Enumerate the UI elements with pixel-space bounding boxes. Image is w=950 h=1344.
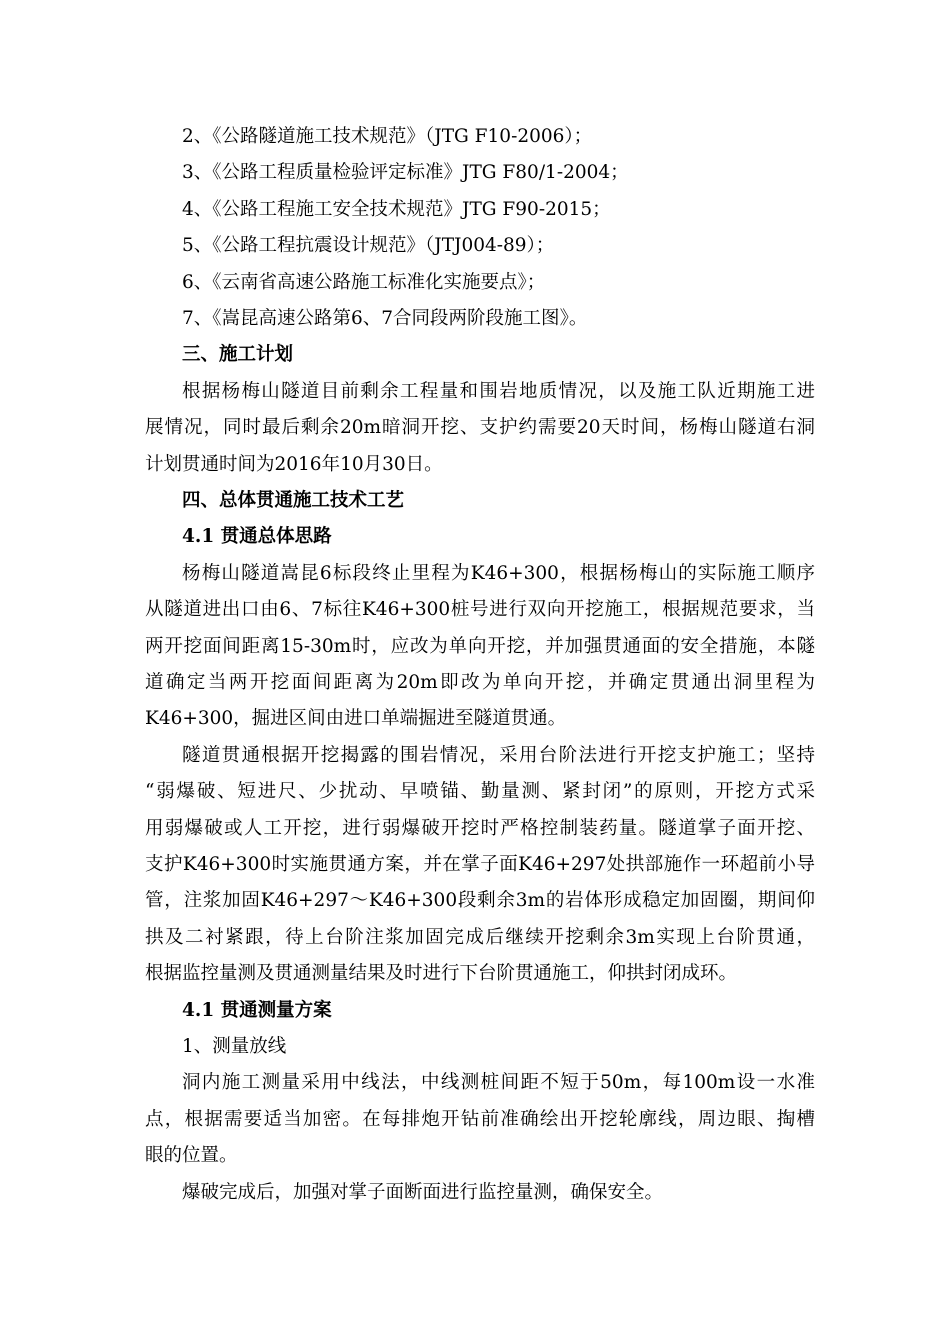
paragraph-line: 4、《公路工程施工安全技术规范》JTG F90-2015； <box>182 198 611 220</box>
section-heading: 4.1 贯通总体思路 <box>182 526 332 548</box>
paragraph-line: 拱及二衬紧跟，待上台阶注浆加固完成后继续开挖剩余3m实现上台阶贯通， <box>145 926 815 948</box>
paragraph-line: 5、《公路工程抗震设计规范》（JTJ004-89）； <box>182 235 555 257</box>
paragraph-line: 3、《公路工程质量检验评定标准》JTG F80/1-2004； <box>182 162 629 184</box>
section-heading: 4.1 贯通测量方案 <box>182 999 332 1021</box>
paragraph-line: 眼的位置。 <box>145 1145 238 1167</box>
paragraph-line: 用弱爆破或人工开挖，进行弱爆破开挖时严格控制装药量。隧道掌子面开挖、 <box>145 817 815 839</box>
paragraph-line: 隧道贯通根据开挖揭露的围岩情况，采用台阶法进行开挖支护施工；坚持 <box>182 744 815 766</box>
paragraph-line: 点，根据需要适当加密。在每排炮开钻前准确绘出开挖轮廓线，周边眼、掏槽 <box>145 1108 815 1130</box>
paragraph-line: 7、《嵩昆高速公路第6、7合同段两阶段施工图》。 <box>182 308 588 329</box>
paragraph-line: “弱爆破、短进尺、少扰动、早喷锚、勤量测、紧封闭”的原则，开挖方式采 <box>145 781 815 803</box>
paragraph-line: K46+300，掘进区间由进口单端掘进至隧道贯通。 <box>145 708 567 730</box>
paragraph-line: 支护K46+300时实施贯通方案，并在掌子面K46+297处拱部施作一环超前小导 <box>145 854 815 875</box>
paragraph-line: 洞内施工测量采用中线法，中线测桩间距不短于50m，每100m设一水准 <box>182 1072 815 1094</box>
paragraph-line: 计划贯通时间为2016年10月30日。 <box>145 453 443 475</box>
paragraph-line: 根据杨梅山隧道目前剩余工程量和围岩地质情况，以及施工队近期施工进 <box>182 380 815 402</box>
paragraph-line: 管，注浆加固K46+297～K46+300段剩余3m的岩体形成稳定加固圈，期间仰 <box>145 890 815 912</box>
paragraph-line: 2、《公路隧道施工技术规范》（JTG F10-2006）； <box>182 126 593 147</box>
paragraph-line: 展情况，同时最后剩余20m暗洞开挖、支护约需要20天时间，杨梅山隧道右洞 <box>145 417 815 439</box>
paragraph-line: 1、测量放线 <box>182 1036 287 1057</box>
paragraph-line: 6、《云南省高速公路施工标准化实施要点》； <box>182 271 546 293</box>
paragraph-line: 两开挖面间距离15-30m时，应改为单向开挖，并加强贯通面的安全措施，本隧 <box>145 635 815 657</box>
paragraph-line: 道确定当两开挖面间距离为20m即改为单向开挖，并确定贯通出洞里程为 <box>145 672 815 693</box>
paragraph-line: 杨梅山隧道嵩昆6标段终止里程为K46+300，根据杨梅山的实际施工顺序 <box>182 562 815 584</box>
section-heading: 三、施工计划 <box>182 344 294 366</box>
section-heading: 四、总体贯通施工技术工艺 <box>182 490 405 511</box>
paragraph-line: 根据监控量测及贯通测量结果及时进行下台阶贯通施工，仰拱封闭成环。 <box>145 963 738 985</box>
paragraph-line: 从隧道进出口由6、7标往K46+300桩号进行双向开挖施工，根据规范要求，当 <box>145 599 815 621</box>
paragraph-line: 爆破完成后，加强对掌子面断面进行监控量测，确保安全。 <box>182 1181 664 1203</box>
